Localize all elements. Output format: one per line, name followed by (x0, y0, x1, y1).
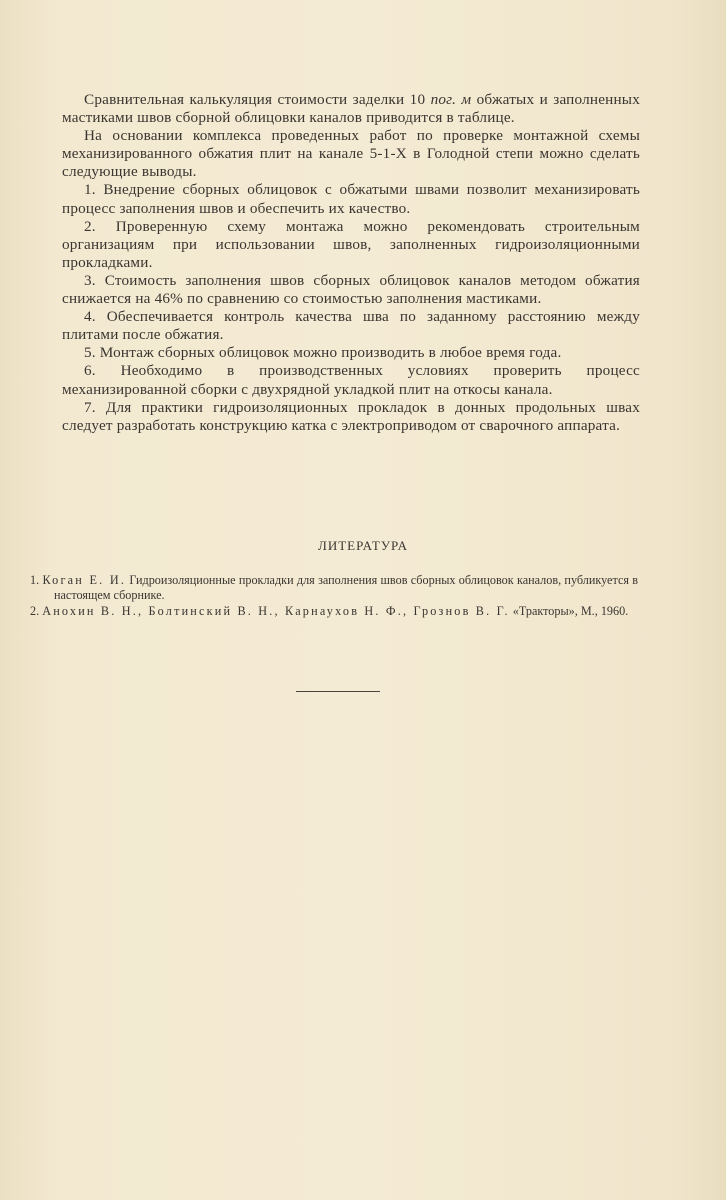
conclusion-6: 6. Необходимо в производственных условиях проверить процесс механизированной сборки с двухрядной укладкой плит на откосы канала. (62, 362, 640, 398)
reference-authors: Коган Е. И. (42, 573, 127, 587)
conclusion-4: 4. Обеспечивается контроль качества шва по заданному расстоянию между плитами после обжатия. (62, 308, 640, 344)
conclusion-7: 7. Для практики гидроизоляционных прокладок в донных продольных швах следует разработать конструкцию катка с электроприводом от сварочного аппарата. (62, 398, 640, 434)
conclusion-5: 5. Монтаж сборных облицовок можно производить в любое время года. (84, 344, 562, 362)
references-list (30, 573, 638, 619)
body-text (62, 91, 640, 435)
end-divider (296, 691, 380, 692)
paragraph-intro: Сравнительная калькуляция стоимости заделки 10 пог. м обжатых и заполненных мастиками швов сборной облицовки каналов приводится в таблице. (62, 91, 641, 127)
reference-item: 1. Коган Е. И. Гидроизоляционные прокладки для заполнения швов сборных облицовок каналов, публикуется в настоящем сборнике. (30, 573, 639, 603)
conclusion-3: 3. Стоимость заполнения швов сборных облицовок каналов методом обжатия снижается на 46% по сравнению со стоимостью заполнения мастиками. (62, 271, 640, 308)
literature-heading: ЛИТЕРАТУРА (318, 538, 408, 553)
reference-authors: Анохин В. Н., Болтинский В. Н., Карнаухов Н. Ф., Грознов В. Г. (42, 603, 510, 618)
reference-item: 2. Анохин В. Н., Болтинский В. Н., Карнаухов Н. Ф., Грознов В. Г. «Тракторы», М., 1960. (30, 603, 629, 618)
conclusion-1: 1. Внедрение сборных облицовок с обжатыми швами позволит механизировать процесс заполнения швов и обеспечить их качество. (62, 181, 640, 217)
conclusion-2: 2. Проверенную схему монтажа можно рекомендовать строительным организациям при использовании швов, заполненных гидроизоляционными прокладками. (62, 217, 640, 271)
paragraph-conclusions-lead: На основании комплекса проведенных работ по проверке монтажной схемы механизированного обжатия плит на канале 5-1-Х в Голодной степи можно сделать следующие выводы. (62, 127, 640, 181)
